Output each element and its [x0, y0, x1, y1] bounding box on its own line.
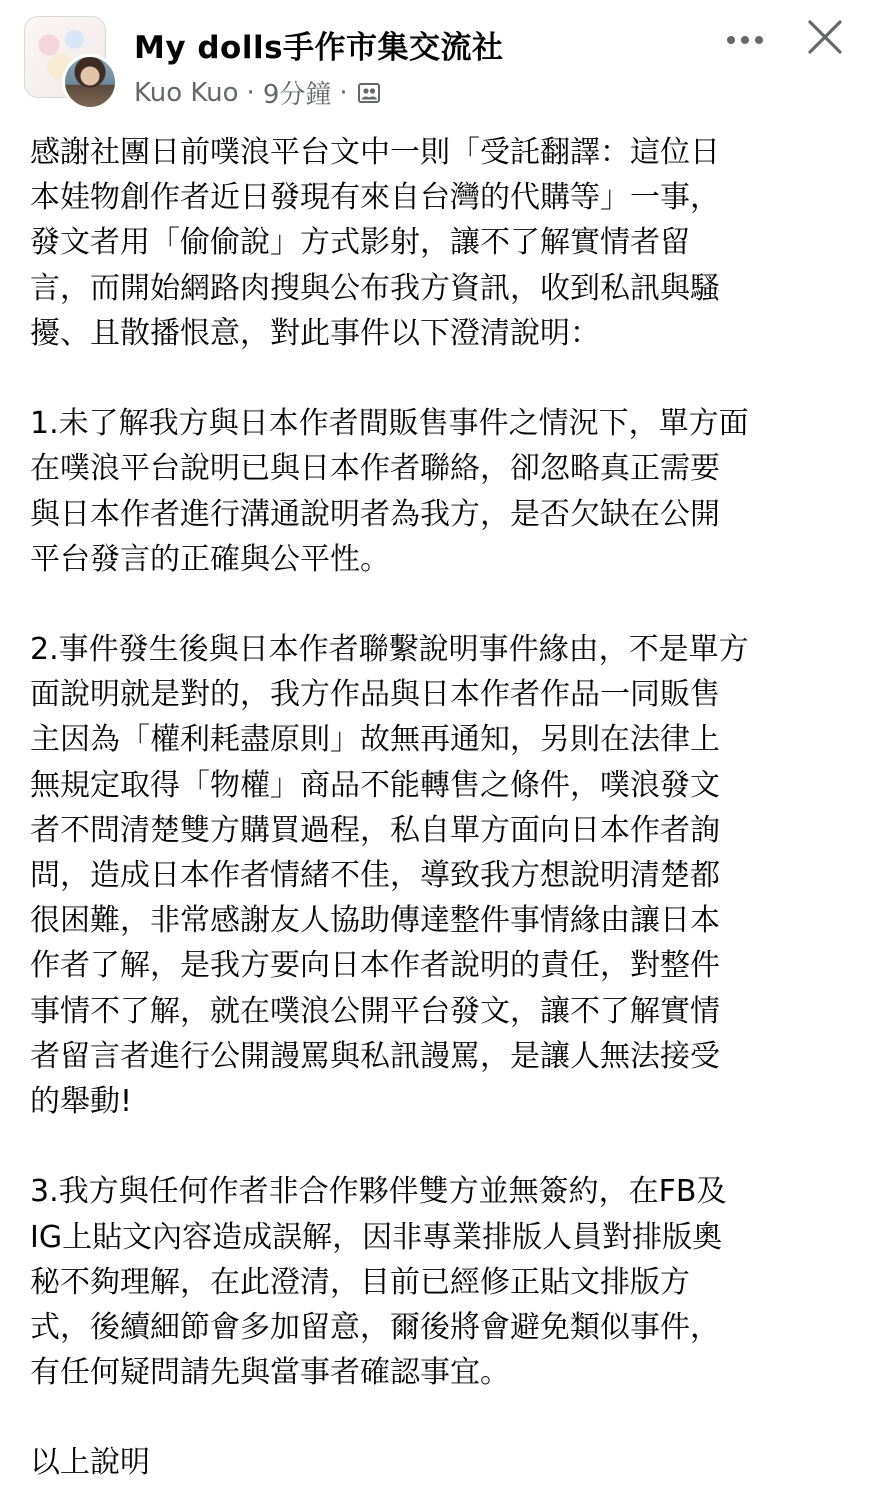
post-text-line: 平台發言的正確與公平性。 [30, 541, 390, 577]
post-text-line: 事情不了解，就在噗浪公開平台發文，讓不了解實情 [30, 993, 720, 1029]
group-name-link[interactable]: My dolls手作市集交流社 [134, 30, 504, 66]
post-text-line: 的舉動! [30, 1083, 133, 1119]
post-header [0, 0, 870, 118]
post-text-line: 2.事件發生後與日本作者聯繫說明事件緣由，不是單方 [30, 632, 749, 668]
paragraph-break [30, 582, 840, 627]
post-text-line: 與日本作者進行溝通說明者為我方，是否欠缺在公開 [30, 496, 720, 532]
post-text-line: 者不問清楚雙方購買過程，私自單方面向日本作者詢 [30, 812, 720, 848]
post-text [30, 130, 840, 1486]
post-text-line: 秘不夠理解，在此澄清，目前已經修正貼文排版方 [30, 1264, 690, 1300]
post-text-line: 作者了解，是我方要向日本作者說明的責任，對整件 [30, 948, 720, 984]
post-text-line: IG上貼文內容造成誤解，因非專業排版人員對排版奧 [30, 1219, 723, 1255]
post-text-line: 1.未了解我方與日本作者間販售事件之情況下，單方面 [30, 406, 749, 442]
post-text-line: 很困難，非常感謝友人協助傳達整件事情緣由讓日本 [30, 903, 720, 939]
group-members-icon [356, 80, 382, 106]
post-text-line: 以上說明 [30, 1445, 150, 1481]
post-text-line: 3.我方與任何作者非合作夥伴雙方並無簽約，在FB及 [30, 1174, 727, 1210]
post-text-line: 有任何疑問請先與當事者確認事宜。 [30, 1355, 510, 1391]
avatar-group[interactable] [24, 16, 120, 112]
post-text-line: 感謝社團日前噗浪平台文中一則「受託翻譯：這位日 [30, 135, 720, 170]
more-options-icon [725, 31, 765, 50]
post-text-line: 發文者用「偷偷說」方式影射，讓不了解實情者留 [30, 225, 690, 261]
post-timestamp[interactable]: 9分鐘 [262, 80, 332, 110]
meta-separator-2: · [339, 77, 348, 108]
post-text-line: 擾、且散播恨意，對此事件以下澄清說明： [30, 315, 600, 351]
paragraph-break [30, 1124, 840, 1169]
post-text-line: 在噗浪平台說明已與日本作者聯絡，卻忽略真正需要 [30, 451, 720, 487]
close-icon [807, 19, 843, 59]
author-name-link[interactable]: Kuo Kuo [134, 77, 239, 108]
post-text-line: 問，造成日本作者情緒不佳，導致我方想說明清楚都 [30, 858, 720, 893]
paragraph-break [30, 1395, 840, 1440]
post-text-line: 言，而開始網路肉搜與公布我方資訊，收到私訊與騷 [30, 270, 720, 306]
post-text-line: 者留言者進行公開謾罵與私訊謾罵，是讓人無法接受 [30, 1038, 720, 1074]
meta-separator: · [246, 77, 255, 108]
post-text-line: 主因為「權利耗盡原則」故無再通知，另則在法律上 [30, 722, 720, 758]
more-options-button[interactable] [720, 20, 770, 60]
post-text-line: 無規定取得「物權」商品不能轉售之條件，噗浪發文 [30, 767, 720, 803]
post-text-line: 本娃物創作者近日發現有來自台灣的代購等」一事， [30, 180, 720, 216]
post-text-line: 式，後續細節會多加留意，爾後將會避免類似事件， [30, 1309, 720, 1345]
author-avatar[interactable] [62, 54, 118, 110]
paragraph-break [30, 356, 840, 401]
post-text-line: 面說明就是對的，我方作品與日本作者作品一同販售 [30, 677, 720, 713]
post-meta [134, 74, 382, 111]
close-button[interactable] [800, 14, 850, 64]
